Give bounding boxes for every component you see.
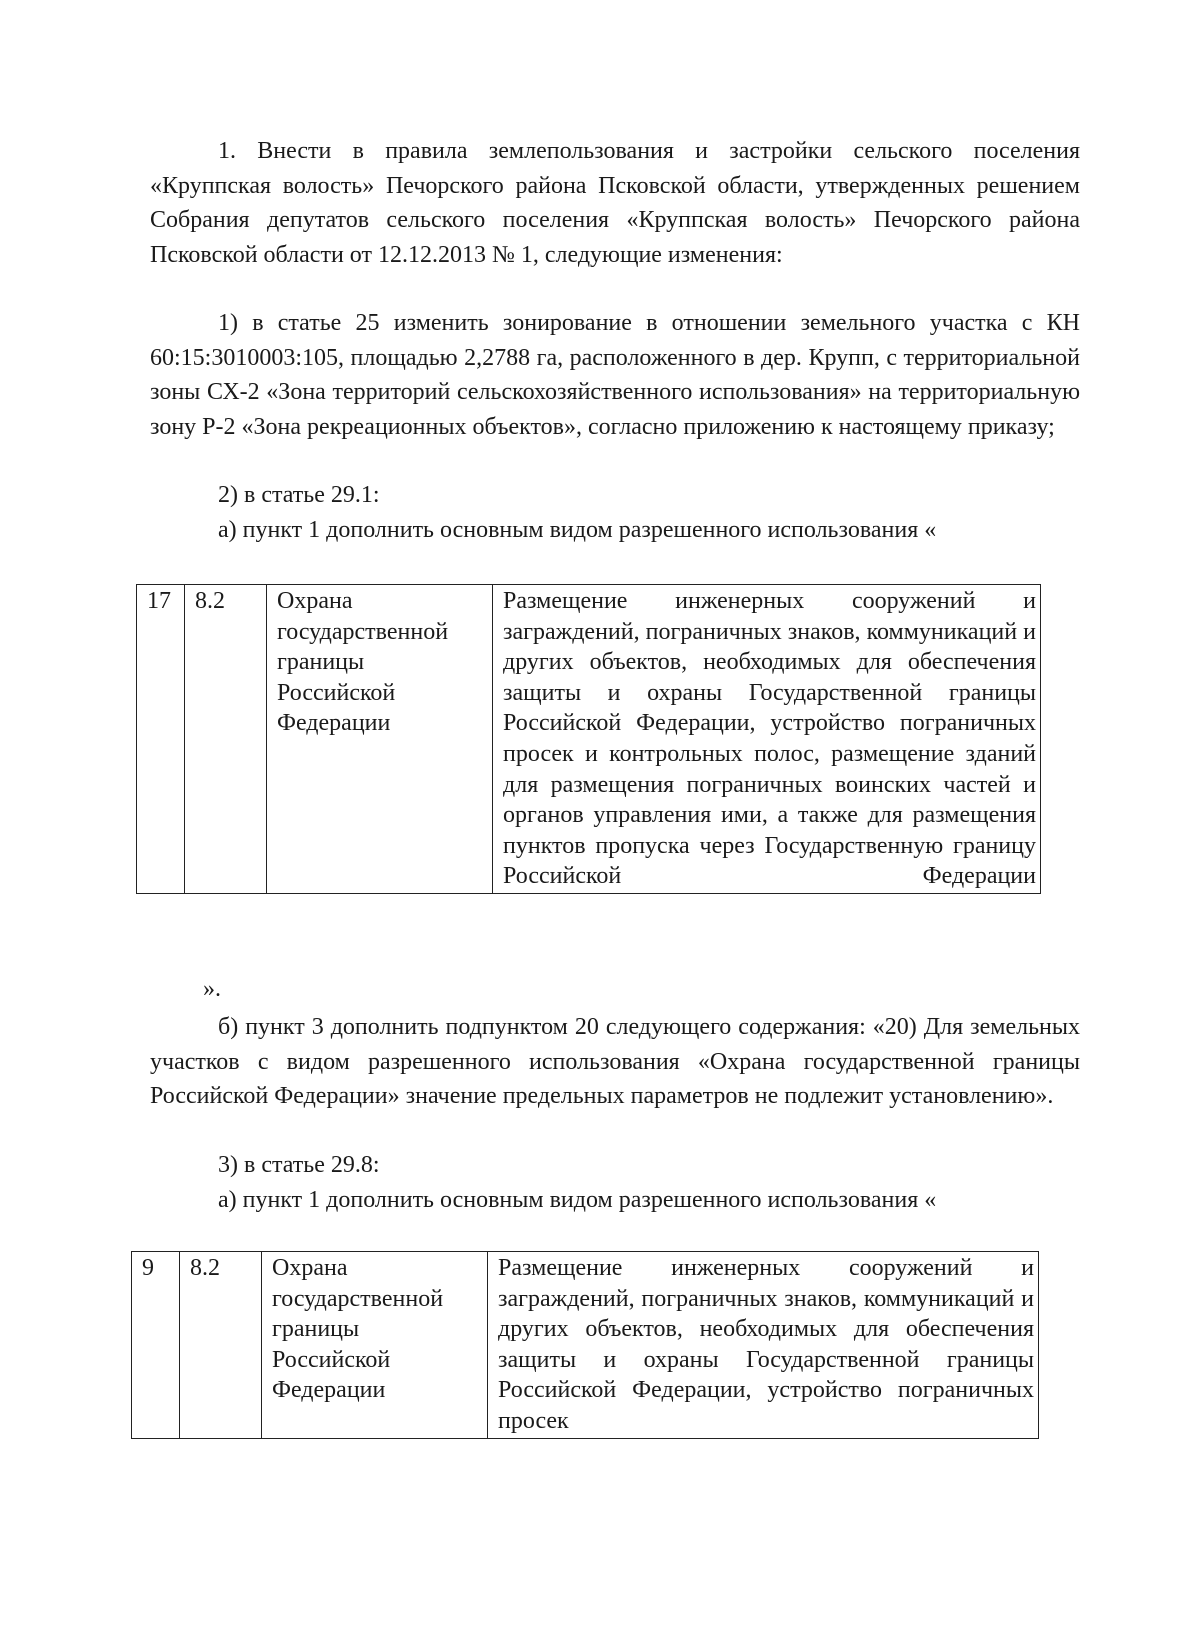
- paragraph-item-2: 2) в статье 29.1:: [218, 482, 380, 508]
- table-row: [132, 1252, 1039, 1439]
- paragraph-item-3a: а) пункт 1 дополнить основным видом разрешенного использования «: [218, 1187, 937, 1213]
- table-zone-r: [131, 1251, 1039, 1439]
- closing-quote: ».: [203, 976, 221, 1002]
- paragraph-item-1: 1) в статье 25 изменить зонирование в отношении земельного участка с КН 60:15:3010003:105, площадью 2,2788 га, расположенного в дер. Крупп, с территориальной зоны СХ-2 «Зона территорий сельскохозяйственного использования» на территориальную зону Р-2 «Зона рекреационных объектов», согласно приложению к настоящему приказу;: [150, 310, 1080, 440]
- use-name: Охрана государственной границы Российской Федерации: [267, 585, 493, 894]
- paragraph-item-2b: б) пункт 3 дополнить подпунктом 20 следующего содержания: «20) Для земельных участков с видом разрешенного использования «Охрана государственной границы Российской Федерации» значение предельных параметров не подлежит установлению».: [150, 1014, 1080, 1109]
- use-code: 8.2: [180, 1252, 262, 1439]
- paragraph-1: 1. Внести в правила землепользования и застройки сельского поселения «Круппская волость» Печорского района Псковской области, утвержденных решением Собрания депутатов сельского поселения «Круппская волость» Печорского района Псковской области от 12.12.2013 № 1, следующие изменения:: [150, 138, 1080, 268]
- use-name: Охрана государственной границы Российской Федерации: [262, 1252, 488, 1439]
- row-number: 17: [137, 585, 185, 894]
- table-zone-sx: [136, 584, 1041, 894]
- use-code: 8.2: [185, 585, 267, 894]
- row-number: 9: [132, 1252, 180, 1439]
- use-description: Размещение инженерных сооружений и заграждений, пограничных знаков, коммуникаций и других объектов, необходимых для обеспечения защиты и охраны Государственной границы Российской Федерации, устройство пограничных просек и контрольных полос, размещение зданий для размещения пограничных воинских частей и органов управления ими, а также для размещения пунктов пропуска через Государственную границу Российской Федерации: [493, 585, 1041, 894]
- table-row: [137, 585, 1041, 894]
- paragraph-item-3: 3) в статье 29.8:: [218, 1152, 380, 1178]
- paragraph-item-2a: а) пункт 1 дополнить основным видом разрешенного использования «: [218, 517, 937, 543]
- use-description: Размещение инженерных сооружений и заграждений, пограничных знаков, коммуникаций и других объектов, необходимых для обеспечения защиты и охраны Государственной границы Российской Федерации, устройство пограничных просек: [488, 1252, 1039, 1439]
